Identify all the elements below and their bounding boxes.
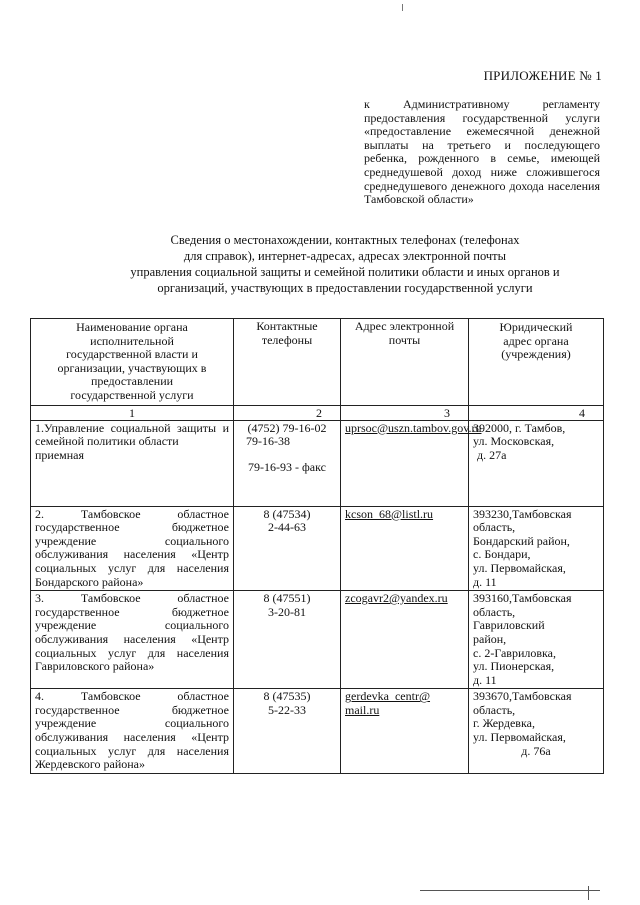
phone-number: 8 (47551) — [263, 591, 311, 606]
email-link[interactable]: kcson_68@listl.ru — [345, 506, 434, 521]
address-line: Бондарский район, — [473, 533, 570, 548]
address-cell — [469, 591, 604, 689]
contacts-table — [30, 318, 604, 774]
organization-cell — [31, 689, 234, 774]
phones-cell — [234, 420, 341, 506]
phone-number: 2-44-63 — [268, 520, 306, 535]
organization-cell — [31, 420, 234, 506]
table-row — [31, 506, 604, 591]
address-line: область, — [473, 604, 516, 619]
organization-name: 1.Управление социальной защиты и семейной политики области — [35, 420, 229, 449]
column-header-organization: Наименование органа исполнительной государственной власти и организации, участвующих в предоставлении государственной услуги — [31, 319, 234, 406]
organization-name: 4. Тамбовское областное государственное бюджетное учреждение социального обслуживания населения «Центр социальных услуг для населения Жердевского района» — [35, 689, 229, 772]
organization-cell — [31, 591, 234, 689]
address-line: область, — [473, 520, 516, 535]
heading-line: Сведения о местонахождении, контактных телефонах (телефонах — [170, 233, 520, 247]
address-line: с. Бондари, — [473, 547, 531, 562]
heading-line: управления социальной защиты и семейной политики области и иных органов и — [130, 265, 560, 279]
email-link[interactable]: gerdevka_centr@ mail.ru — [345, 689, 431, 717]
address-line: д. 76а — [521, 743, 551, 758]
email-link[interactable]: uprsoc@uszn.tambov.gov.ru — [345, 420, 482, 435]
table-row — [31, 689, 604, 774]
phones-cell — [234, 689, 341, 774]
column-number: 3 — [341, 405, 469, 420]
email-link[interactable]: zcogavr2@yandex.ru — [345, 591, 448, 606]
address-line: ул. Первомайская, — [473, 560, 566, 575]
phone-number: 5-22-33 — [268, 702, 306, 717]
column-header-address: Юридический адрес органа (учреждения) — [469, 319, 604, 406]
address-line: район, — [473, 631, 507, 646]
address-line: ул. Первомайская, — [473, 730, 566, 745]
phone-number: 8 (47534) — [263, 506, 311, 521]
address-line: 393230,Тамбовская — [473, 506, 572, 521]
scan-mark — [402, 4, 403, 11]
phones-cell — [234, 506, 341, 591]
email-cell — [341, 506, 469, 591]
phone-number: 79-16-38 — [246, 434, 290, 449]
address-line: д. 11 — [473, 574, 497, 589]
appendix-title: ПРИЛОЖЕНИЕ № 1 — [483, 68, 602, 83]
column-number: 2 — [234, 405, 341, 420]
organization-cell — [31, 506, 234, 591]
table-header-row — [31, 319, 604, 406]
regulation-reference: к Административному регламенту предоставления государственной услуги «предоставление ежемесячной денежной выплаты на третьего и последующего ребенка, рожденного в семье, имеющей среднедушевой доход ниже сложившегося среднедушевого денежного дохода населения Тамбовской области» — [364, 97, 600, 207]
address-line: с. 2-Гавриловка, — [473, 645, 557, 660]
address-cell — [469, 506, 604, 591]
phone-number: (4752) 79-16-02 — [247, 420, 327, 435]
address-line: д. 11 — [473, 672, 497, 687]
column-number: 1 — [31, 405, 234, 420]
organization-subunit: приемная — [35, 447, 85, 462]
column-number-row — [31, 405, 604, 420]
address-line: 393670,Тамбовская — [473, 689, 572, 704]
address-cell — [469, 689, 604, 774]
heading-line: для справок), интернет-адресах, адресах электронной почты — [183, 249, 507, 263]
address-line: область, — [473, 702, 516, 717]
organization-name: 2. Тамбовское областное государственное бюджетное учреждение социального обслуживания населения «Центр социальных услуг для населения Бондарского района» — [35, 506, 229, 589]
column-number: 4 — [469, 405, 604, 420]
phone-number: 3-20-81 — [268, 604, 306, 619]
organization-name: 3. Тамбовское областное государственное бюджетное учреждение социального обслуживания населения «Центр социальных услуг для населения Гавриловского района» — [35, 591, 229, 674]
footer-tick — [588, 886, 589, 900]
table-row — [31, 591, 604, 689]
email-cell — [341, 420, 482, 506]
address-line: Гавриловский — [473, 618, 545, 633]
address-line: ул. Московская, — [473, 434, 555, 449]
address-line: 393160,Тамбовская — [473, 591, 572, 606]
address-line: г. Жердевка, — [473, 716, 535, 731]
phone-number: 8 (47535) — [263, 689, 311, 704]
footer-rule — [420, 890, 600, 891]
email-cell — [341, 591, 469, 689]
address-line: 392000, г. Тамбов, — [473, 420, 566, 435]
fax-number: 79-16-93 - факс — [248, 459, 326, 474]
address-line: ул. Пионерская, — [473, 659, 555, 674]
column-header-email: Адрес электронной почты — [341, 319, 469, 406]
address-line: д. 27а — [477, 447, 507, 462]
phones-cell — [234, 591, 341, 689]
heading-line: организаций, участвующих в предоставлении государственной услуги — [157, 281, 533, 295]
info-heading — [110, 232, 580, 296]
email-cell — [341, 689, 469, 774]
table-row — [31, 420, 604, 506]
column-header-phones: Контактные телефоны — [234, 319, 341, 406]
address-cell — [469, 420, 604, 506]
